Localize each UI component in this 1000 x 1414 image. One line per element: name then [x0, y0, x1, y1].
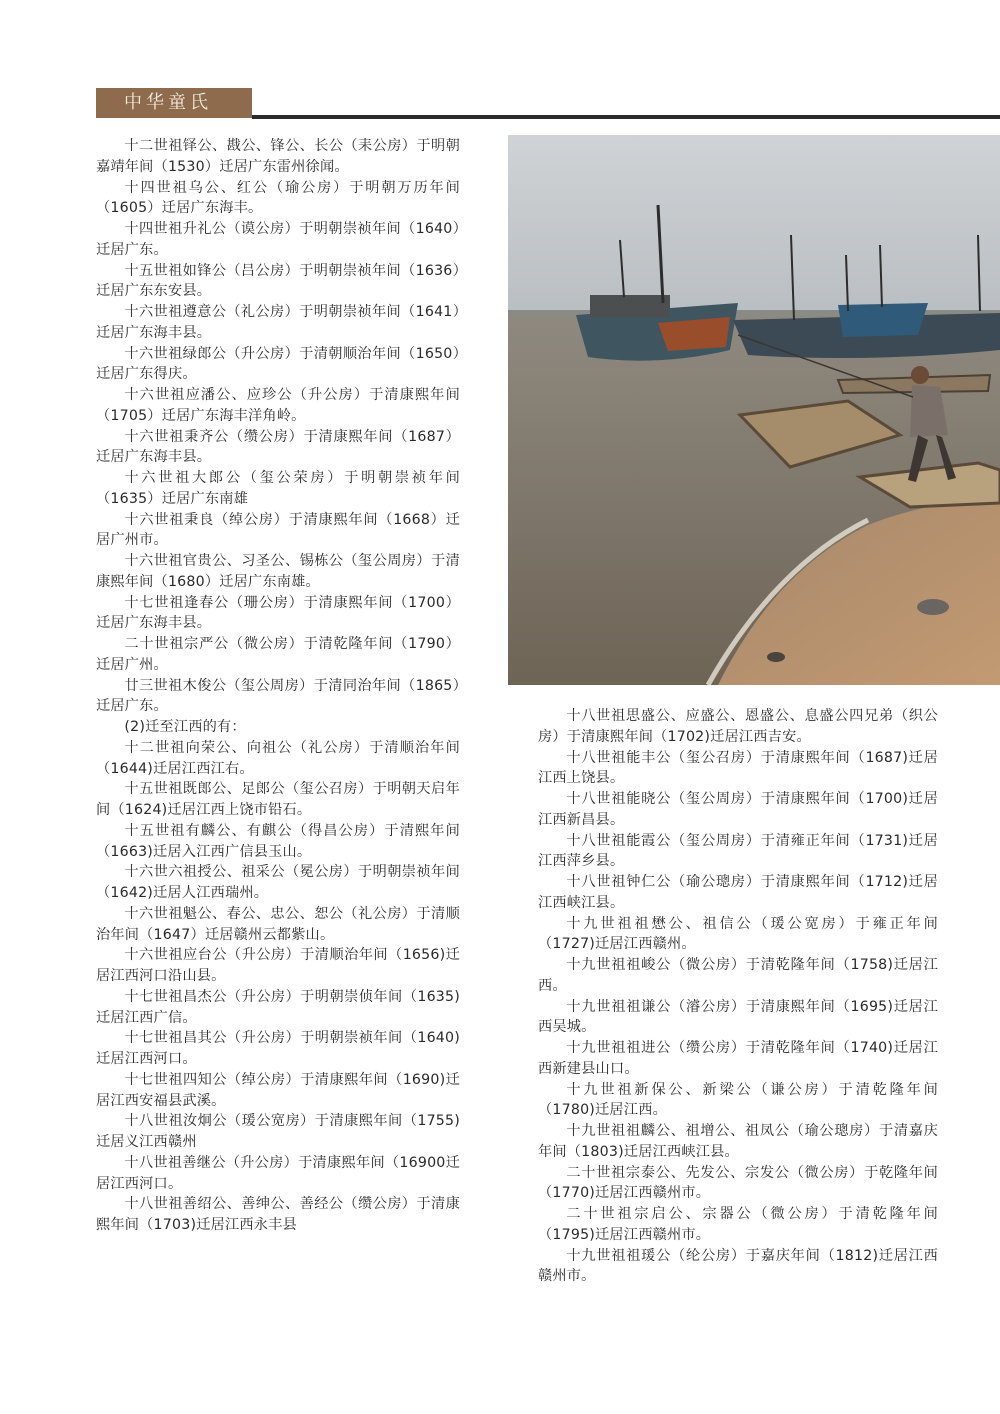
paragraph: 十六世祖应台公（升公房）于清顺治年间（1656)迁居江西河口沿山县。 [96, 947, 460, 984]
photo-fishing-boats-beach [508, 135, 1000, 685]
paragraph: 十五世祖有麟公、有麒公（得昌公房）于清熙年间（1663)迁居入江西广信县玉山。 [96, 822, 460, 860]
paragraph: 十六世六祖授公、祖采公（冕公房）于明朝崇祯年间（1642)迁居人江西瑞州。 [96, 864, 460, 901]
paragraph: 十五世祖如锋公（吕公房）于明朝崇祯年间（1636）迁居广东东安县。 [96, 262, 460, 300]
paragraph: 十六世祖官贵公、习圣公、锡栋公（玺公周房）于清康熙年间（1680）迁居广东南雄。 [96, 553, 460, 590]
paragraph: 十六世祖秉良（绰公房）于清康熙年间（1668）迁居广州市。 [96, 511, 460, 549]
paragraph: 十八世祖能霞公（玺公周房）于清雍正年间（1731)迁居江西萍乡县。 [538, 832, 938, 870]
right-text-column [538, 706, 938, 1287]
paragraph: 十六世祖秉齐公（缵公房）于清康熙年间（1687）迁居广东海丰县。 [96, 428, 460, 466]
left-text-column [96, 136, 460, 1236]
paragraph: 十六世祖绿郎公（升公房）于清朝顺治年间（1650）迁居广东得庆。 [96, 345, 460, 383]
paragraph: 十九世祖祖麟公、祖增公、祖凤公（瑜公璁房）于清嘉庆年间（1803)迁居江西峡江县。 [538, 1123, 938, 1160]
paragraph: 十六世祖魁公、春公、忠公、恕公（礼公房）于清顺治年间（1647）迁居赣州云都紫山。 [96, 905, 460, 943]
subsection-heading: (2)迁至江西的有： [124, 719, 246, 735]
paragraph: 十七世祖昌其公（升公房）于明朝崇祯年间（1640)迁居江西河口。 [96, 1030, 460, 1067]
paragraph: 十八世祖善绍公、善绅公、善经公（缵公房）于清康熙年间（1703)迁居江西永丰县 [96, 1196, 460, 1233]
paragraph: 十八世祖善继公（升公房）于清康熙年间（16900迁居江西河口。 [96, 1154, 460, 1192]
paragraph: 二十世祖宗泰公、先发公、宗发公（微公房）于乾隆年间（1770)迁居江西赣州市。 [538, 1164, 938, 1202]
paragraph: 十四世祖乌公、红公（瑜公房）于明朝万历年间（1605）迁居广东海丰。 [96, 179, 460, 217]
paragraph: 十四世祖升礼公（谟公房）于明朝崇祯年间（1640）迁居广东。 [96, 221, 460, 258]
paragraph: 十八世祖钟仁公（瑜公璁房）于清康熙年间（1712)迁居江西峡江县。 [538, 874, 938, 911]
section-title: 中华童氏 [124, 92, 212, 113]
paragraph: 十九世祖祖懋公、祖信公（瑗公宽房）于雍正年间（1727)迁居江西赣州。 [538, 915, 938, 953]
section-header-tab [96, 88, 252, 118]
paragraph: 十六世祖应潘公、应珍公（升公房）于清康熙年间（1705）迁居广东海丰洋角岭。 [96, 387, 460, 424]
paragraph: 十八世祖汝炯公（瑗公宽房）于清康熙年间（1755)迁居义江西赣州 [96, 1113, 460, 1150]
paragraph: 十六世祖大郎公（玺公荣房）于明朝崇祯年间（1635）迁居广东南雄 [96, 470, 460, 507]
paragraph: 十七世祖四知公（绰公房）于清康熙年间（1690)迁居江西安福县武溪。 [96, 1071, 460, 1109]
paragraph: 十七世祖昌杰公（升公房）于明朝崇侦年间（1635)迁居江西广信。 [96, 988, 460, 1026]
paragraph: 十五世祖既郎公、足郎公（玺公召房）于明朝天启年间（1624)迁居江西上饶市铅石。 [96, 781, 460, 818]
paragraph: 十九世祖祖谦公（濬公房）于清康熙年间（1695)迁居江西吴城。 [538, 998, 938, 1036]
paragraph: 二十世祖宗启公、宗器公（微公房）于清乾隆年间（1795)迁居江西赣州市。 [538, 1206, 938, 1243]
paragraph: 十八世祖思盛公、应盛公、恩盛公、息盛公四兄弟（织公房）于清康熙年间（1702)迁居江西吉安。 [538, 708, 938, 745]
paragraph: 廿三世祖木俊公（玺公周房）于清同治年间（1865）迁居广东。 [96, 677, 460, 715]
paragraph: 十八世祖能晓公（玺公周房）于清康熙年间（1700)迁居江西新昌县。 [538, 791, 938, 828]
paragraph: 十九世祖新保公、新梁公（谦公房）于清乾隆年间（1780)迁居江西。 [538, 1081, 938, 1119]
paragraph: 二十世祖宗严公（微公房）于清乾隆年间（1790）迁居广州。 [96, 636, 460, 673]
paragraph: 十二世祖向荣公、向祖公（礼公房）于清顺治年间（1644)迁居江西江右。 [96, 739, 460, 777]
paragraph: 十九世祖祖进公（缵公房）于清乾隆年间（1740)迁居江西新建县山口。 [538, 1040, 938, 1077]
paragraph: 十六世祖遵意公（礼公房）于明朝崇祯年间（1641）迁居广东海丰县。 [96, 304, 460, 341]
paragraph: 十二世祖铎公、戡公、锋公、长公（耒公房）于明朝嘉靖年间（1530）迁居广东雷州徐闻。 [96, 138, 460, 175]
header-rule [252, 115, 1000, 119]
paragraph: 十八世祖能丰公（玺公召房）于清康熙年间（1687)迁居江西上饶县。 [538, 749, 938, 787]
paragraph: 十七世祖逢春公（珊公房）于清康熙年间（1700）迁居广东海丰县。 [96, 594, 460, 632]
paragraph: 十九世祖祖峻公（微公房）于清乾隆年间（1758)迁居江西。 [538, 957, 938, 994]
paragraph: 十九世祖祖瑗公（纶公房）于嘉庆年间（1812)迁居江西赣州市。 [538, 1247, 938, 1285]
